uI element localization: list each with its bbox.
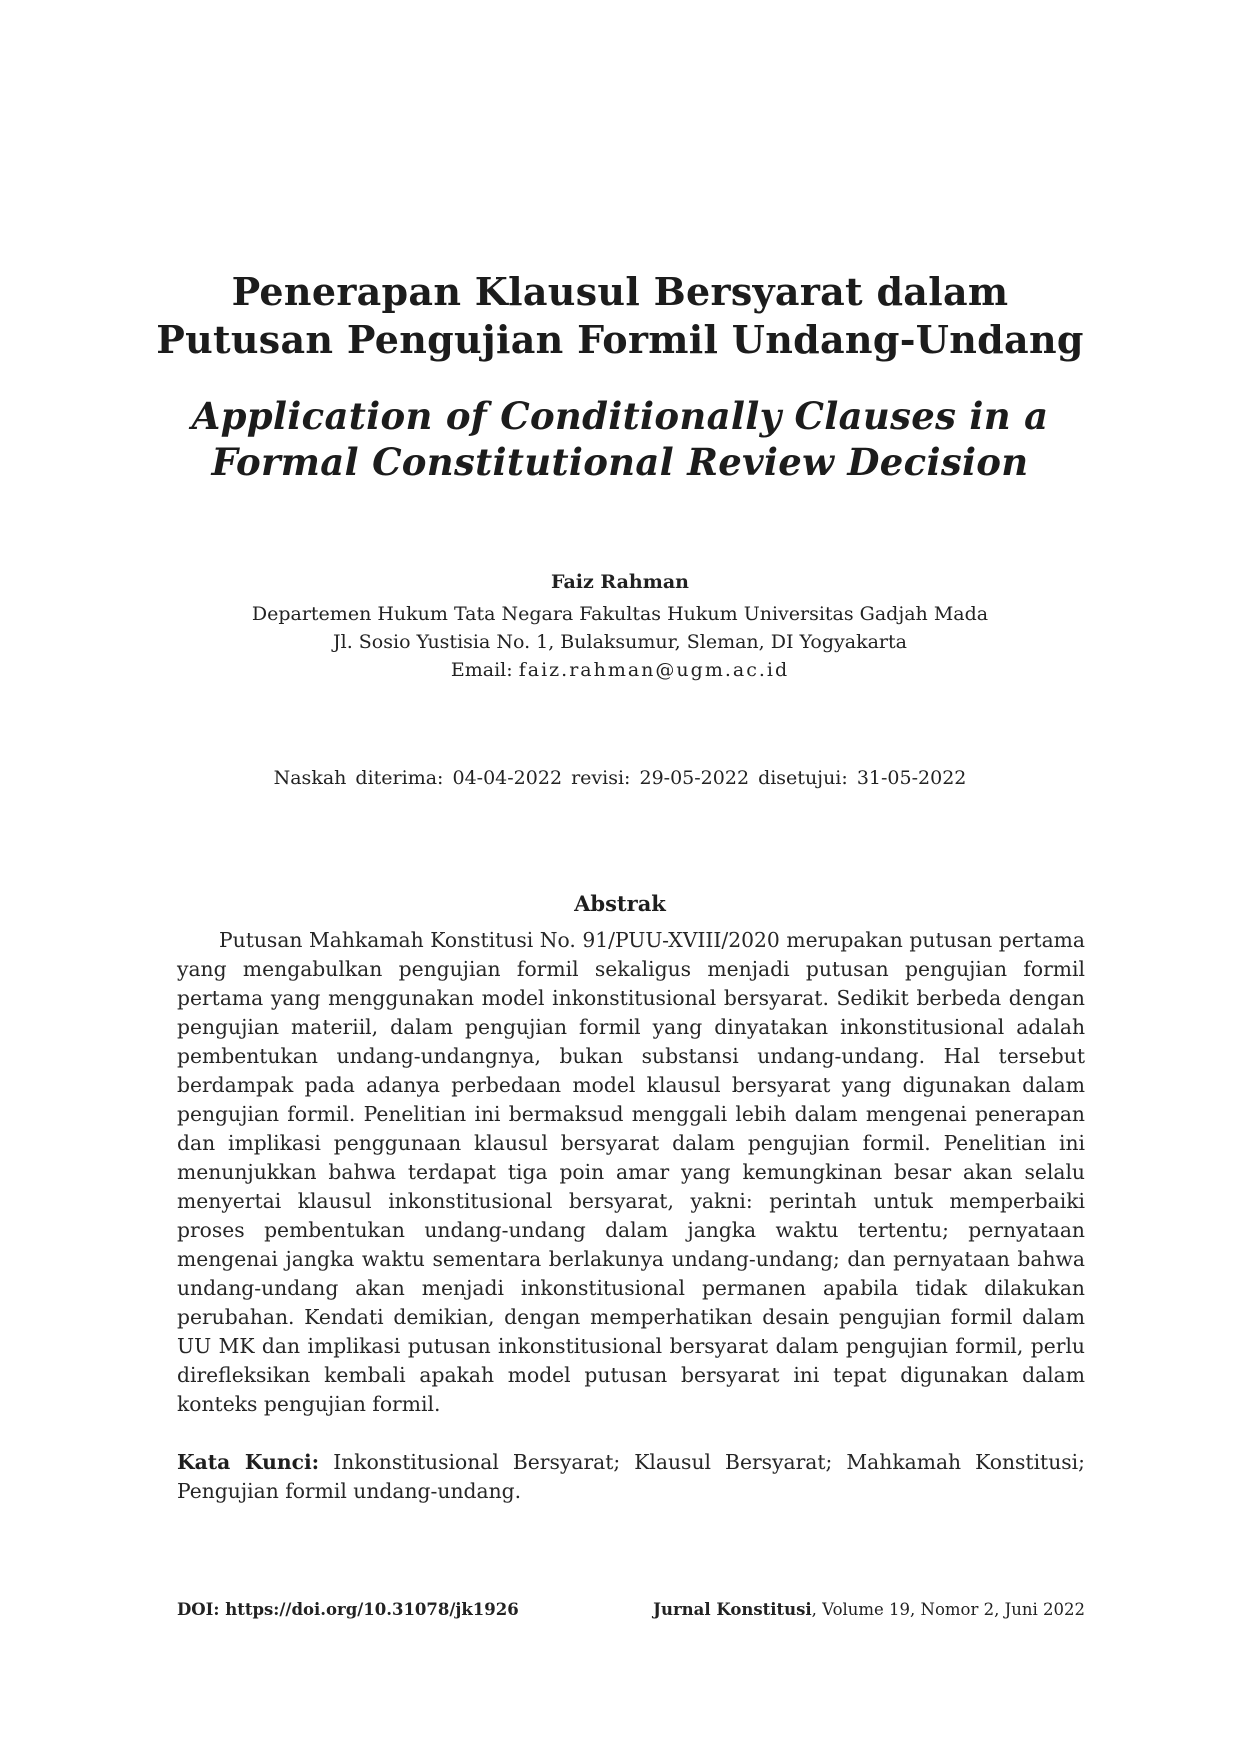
title-english xyxy=(0,393,1240,485)
keywords-label: Kata Kunci: xyxy=(177,1450,320,1474)
keywords-text: Inkonstitusional Bersyarat; Klausul Bersyarat; Mahkamah Konstitusi; Pengujian formil undang-undang. xyxy=(177,1450,1085,1503)
title-indonesian xyxy=(0,268,1240,364)
title-english-line-1: Application of Conditionally Clauses in a xyxy=(191,394,1049,438)
footer-journal-details: , Volume 19, Nomor 2, Juni 2022 xyxy=(811,1600,1085,1619)
keywords xyxy=(177,1448,1085,1506)
author-affiliation: Departemen Hukum Tata Negara Fakultas Hukum Universitas Gadjah Mada xyxy=(251,603,989,625)
author-email-line xyxy=(0,656,1240,684)
author-name: Faiz Rahman xyxy=(551,571,689,593)
manuscript-dates: Naskah diterima: 04-04-2022 revisi: 29-05-2022 disetujui: 31-05-2022 xyxy=(273,767,967,789)
title-indonesian-line-2: Putusan Pengujian Formil Undang-Undang xyxy=(156,317,1084,362)
title-indonesian-line-1: Penerapan Klausul Bersyarat dalam xyxy=(231,269,1009,314)
title-english-line-2: Formal Constitutional Review Decision xyxy=(211,440,1029,484)
page-footer xyxy=(177,1597,1085,1623)
abstract-body xyxy=(177,926,1085,1419)
abstract-heading: Abstrak xyxy=(574,891,666,916)
footer-journal xyxy=(653,1597,1085,1623)
author-email[interactable]: faiz.rahman@ugm.ac.id xyxy=(518,659,790,681)
footer-journal-name: Jurnal Konstitusi xyxy=(653,1600,812,1619)
author-block xyxy=(0,568,1240,684)
footer-doi[interactable]: DOI: https://doi.org/10.31078/jk1926 xyxy=(177,1600,519,1619)
author-address: Jl. Sosio Yustisia No. 1, Bulaksumur, Sleman, DI Yogyakarta xyxy=(333,631,907,653)
author-email-label: Email: xyxy=(450,659,513,681)
abstract-text: Putusan Mahkamah Konstitusi No. 91/PUU-XVIII/2020 merupakan putusan pertama yang mengabulkan pengujian formil sekaligus menjadi putusan pengujian formil pertama yang menggunakan model inkonstitusional bersyarat. Sedikit berbeda dengan pengujian materiil, dalam pengujian formil yang dinyatakan inkonstitusional adalah pembentukan undang-undangnya, bukan substansi undang-undang. Hal tersebut berdampak pada adanya perbedaan model klausul bersyarat yang digunakan dalam pengujian formil. Penelitian ini bermaksud menggali lebih dalam mengenai penerapan dan implikasi penggunaan klausul bersyarat dalam pengujian formil. Penelitian ini menunjukkan bahwa terdapat tiga poin amar yang kemungkinan besar akan selalu menyertai klausul inkonstitusional bersyarat, yakni: perintah untuk memperbaiki proses pembentukan undang-undang dalam jangka waktu tertentu; pernyataan mengenai jangka waktu sementara berlakunya undang-undang; dan pernyataan bahwa undang-undang akan menjadi inkonstitusional permanen apabila tidak dilakukan perubahan. Kendati demikian, dengan memperhatikan desain pengujian formil dalam UU MK dan implikasi putusan inkonstitusional bersyarat dalam pengujian formil, perlu direfleksikan kembali apakah model putusan bersyarat ini tepat digunakan dalam konteks pengujian formil. xyxy=(177,928,1085,1416)
